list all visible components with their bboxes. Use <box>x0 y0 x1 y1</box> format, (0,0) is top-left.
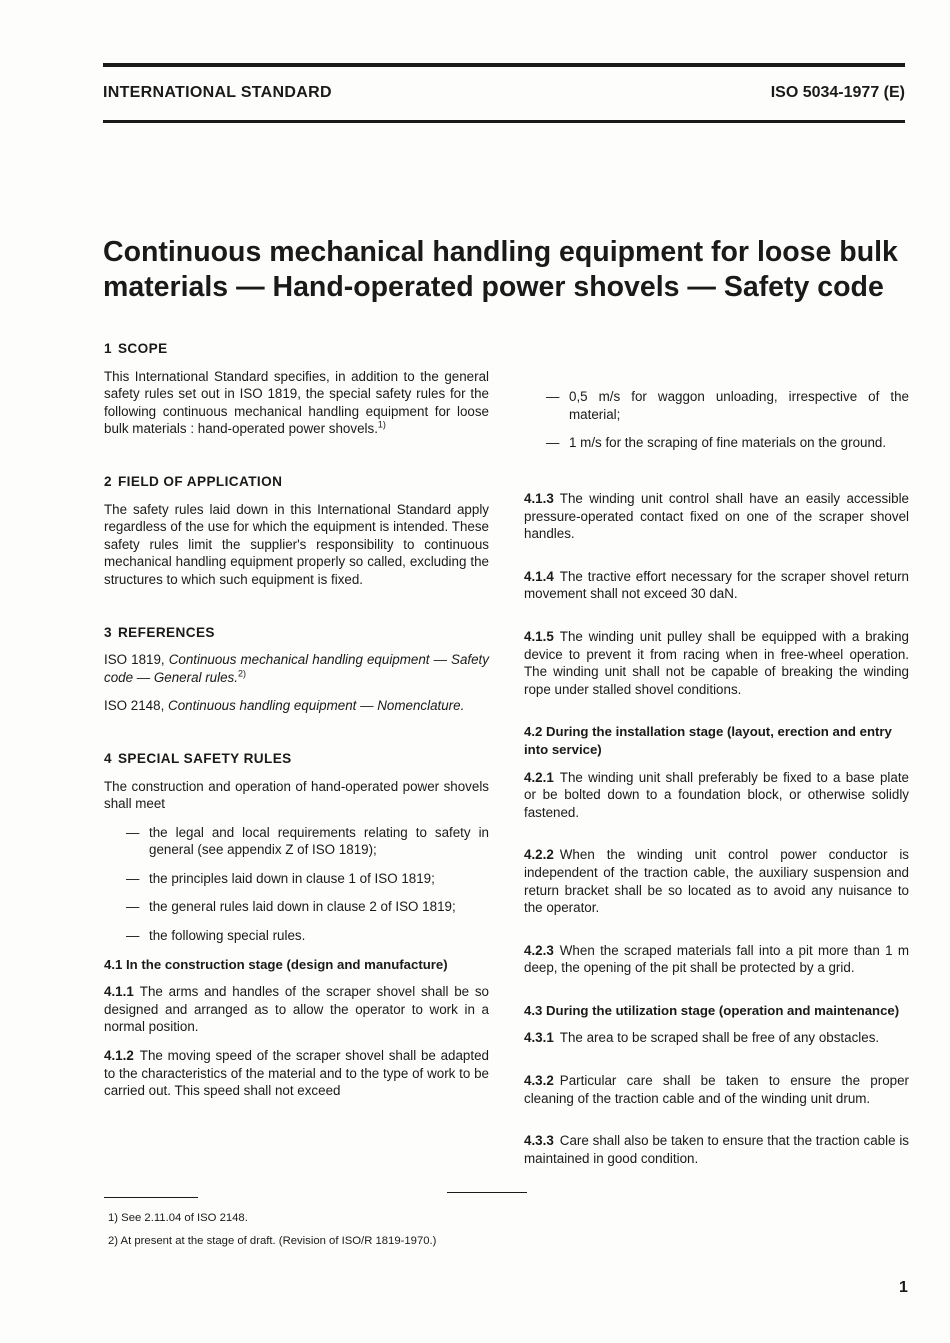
clause-4-3-3: 4.3.3 Care shall also be taken to ensure that the traction cable is maintained in good condition. <box>524 1133 909 1166</box>
list-item: — 1 m/s for the scraping of fine materials on the ground. <box>546 435 887 451</box>
scope-text: This International Standard specifies, in addition to the general safety rules set out in ISO 1819, the special safety rules for the following continuous mechanical handling equipment for loose bulk materials : hand-operated power shovels.$^{1)}$ <box>104 368 489 437</box>
subsection-4-2-heading: 4.2 During the installation stage (layout, erection and entry into service) <box>524 724 892 757</box>
footnote-ref-2[interactable]: 2) <box>237 668 246 679</box>
clause-4-2-3: 4.2.3 When the scraped materials fall into a pit more than 1 m deep, the opening of the pit shall be protected by a grid. <box>524 942 909 976</box>
clause-4-1-5: 4.1.5 The winding unit pulley shall be equipped with a braking device to prevent it from racing when in free-wheel operation. The winding unit shall not be capable of breaking the winding rope under stalled shovel conditions. <box>524 628 909 697</box>
list-item: — the legal and local requirements relating to safety in general (see appendix Z of ISO 1819); <box>126 824 489 858</box>
clause-4-1-3: 4.1.3 The winding unit control shall have an easily accessible pressure-operated contact fixed on one of the scraper shovel handles. <box>524 491 909 542</box>
clause-4-2-2: 4.2.2 When the winding unit control power conductor is independent of the traction cable, the auxiliary suspension and return bracket shall be so located as to avoid any nuisance to the operator. <box>524 847 909 916</box>
clause-4-2-1: 4.2.1 The winding unit shall preferably be fixed to a base plate or be bolted down to a foundation block, or otherwise solidly fastened. <box>524 769 909 820</box>
footnote-ref-1[interactable]: 1) <box>377 419 386 430</box>
subsection-4-1-heading: 4.1 In the construction stage (design and manufacture) <box>104 956 448 972</box>
clause-4-3-1: 4.3.1 The area to be scraped shall be free of any obstacles. <box>524 1030 880 1046</box>
standard-number: ISO 5034-1977 (E) <box>770 84 905 101</box>
list-item: — the principles laid down in clause 1 of ISO 1819; <box>126 870 435 886</box>
right-column-speed-list <box>524 388 909 463</box>
section-1-heading: 1 SCOPE <box>104 341 168 356</box>
clause-4-3-2: 4.3.2 Particular care shall be taken to ensure the proper cleaning of the traction cable and of the winding unit drum. <box>524 1073 909 1106</box>
clause-4-1-2: 4.1.2 The moving speed of the scraper shovel shall be adapted to the characteristics of the material and to the type of work to be carried out. This speed shall not exceed <box>104 1048 489 1099</box>
section-4-heading: 4 SPECIAL SAFETY RULES <box>104 750 292 766</box>
footnote-rule <box>104 1197 198 1198</box>
list-item: — 0,5 m/s for waggon unloading, irrespective of the material; <box>546 389 909 422</box>
right-column-main <box>524 490 909 1178</box>
header-bottom-rule <box>103 120 905 123</box>
footnote-1: 1) See 2.11.04 of ISO 2148. <box>108 1212 248 1224</box>
clause-4-1-4: 4.1.4 The tractive effort necessary for the scraper shovel return movement shall not exceed 30 daN. <box>524 568 909 602</box>
list-item: — the following special rules. <box>126 928 306 944</box>
header-top-rule <box>103 63 905 67</box>
column-end-rule <box>447 1192 527 1193</box>
document-title: Continuous mechanical handling equipment for loose bulk materials — Hand-operated power shovels — Safety code <box>103 236 898 303</box>
field-of-application-text: The safety rules laid down in this International Standard apply regardless of the use for which the equipment is intended. These safety rules limit the supplier's responsibility to continuous mechanical handling equipment properly so called, excluding the structures to which such equipment is fixed. <box>104 501 489 587</box>
list-item: — the general rules laid down in clause 2 of ISO 1819; <box>126 899 456 915</box>
clause-4-1-1: 4.1.1 The arms and handles of the scraper shovel shall be so designed and arranged as to allow the operator to work in a normal position. <box>104 984 489 1035</box>
subsection-4-3-heading: 4.3 During the utilization stage (operation and maintenance) <box>524 1002 900 1018</box>
standard-type-label: INTERNATIONAL STANDARD <box>103 84 332 101</box>
section-3-heading: 3 REFERENCES <box>104 624 215 640</box>
section-2-heading: 2 FIELD OF APPLICATION <box>104 473 283 489</box>
reference-iso-2148: ISO 2148, Continuous handling equipment — Nomenclature. <box>104 698 465 714</box>
page-number: 1 <box>899 1279 908 1296</box>
reference-iso-1819: ISO 1819, Continuous mechanical handling equipment — Safety code — General rules.$^{2)}$ <box>104 652 489 685</box>
left-column <box>104 340 489 1111</box>
footnote-2: 2) At present at the stage of draft. (Revision of ISO/R 1819-1970.) <box>108 1235 437 1247</box>
special-rules-intro: The construction and operation of hand-operated power shovels shall meet <box>104 778 489 812</box>
